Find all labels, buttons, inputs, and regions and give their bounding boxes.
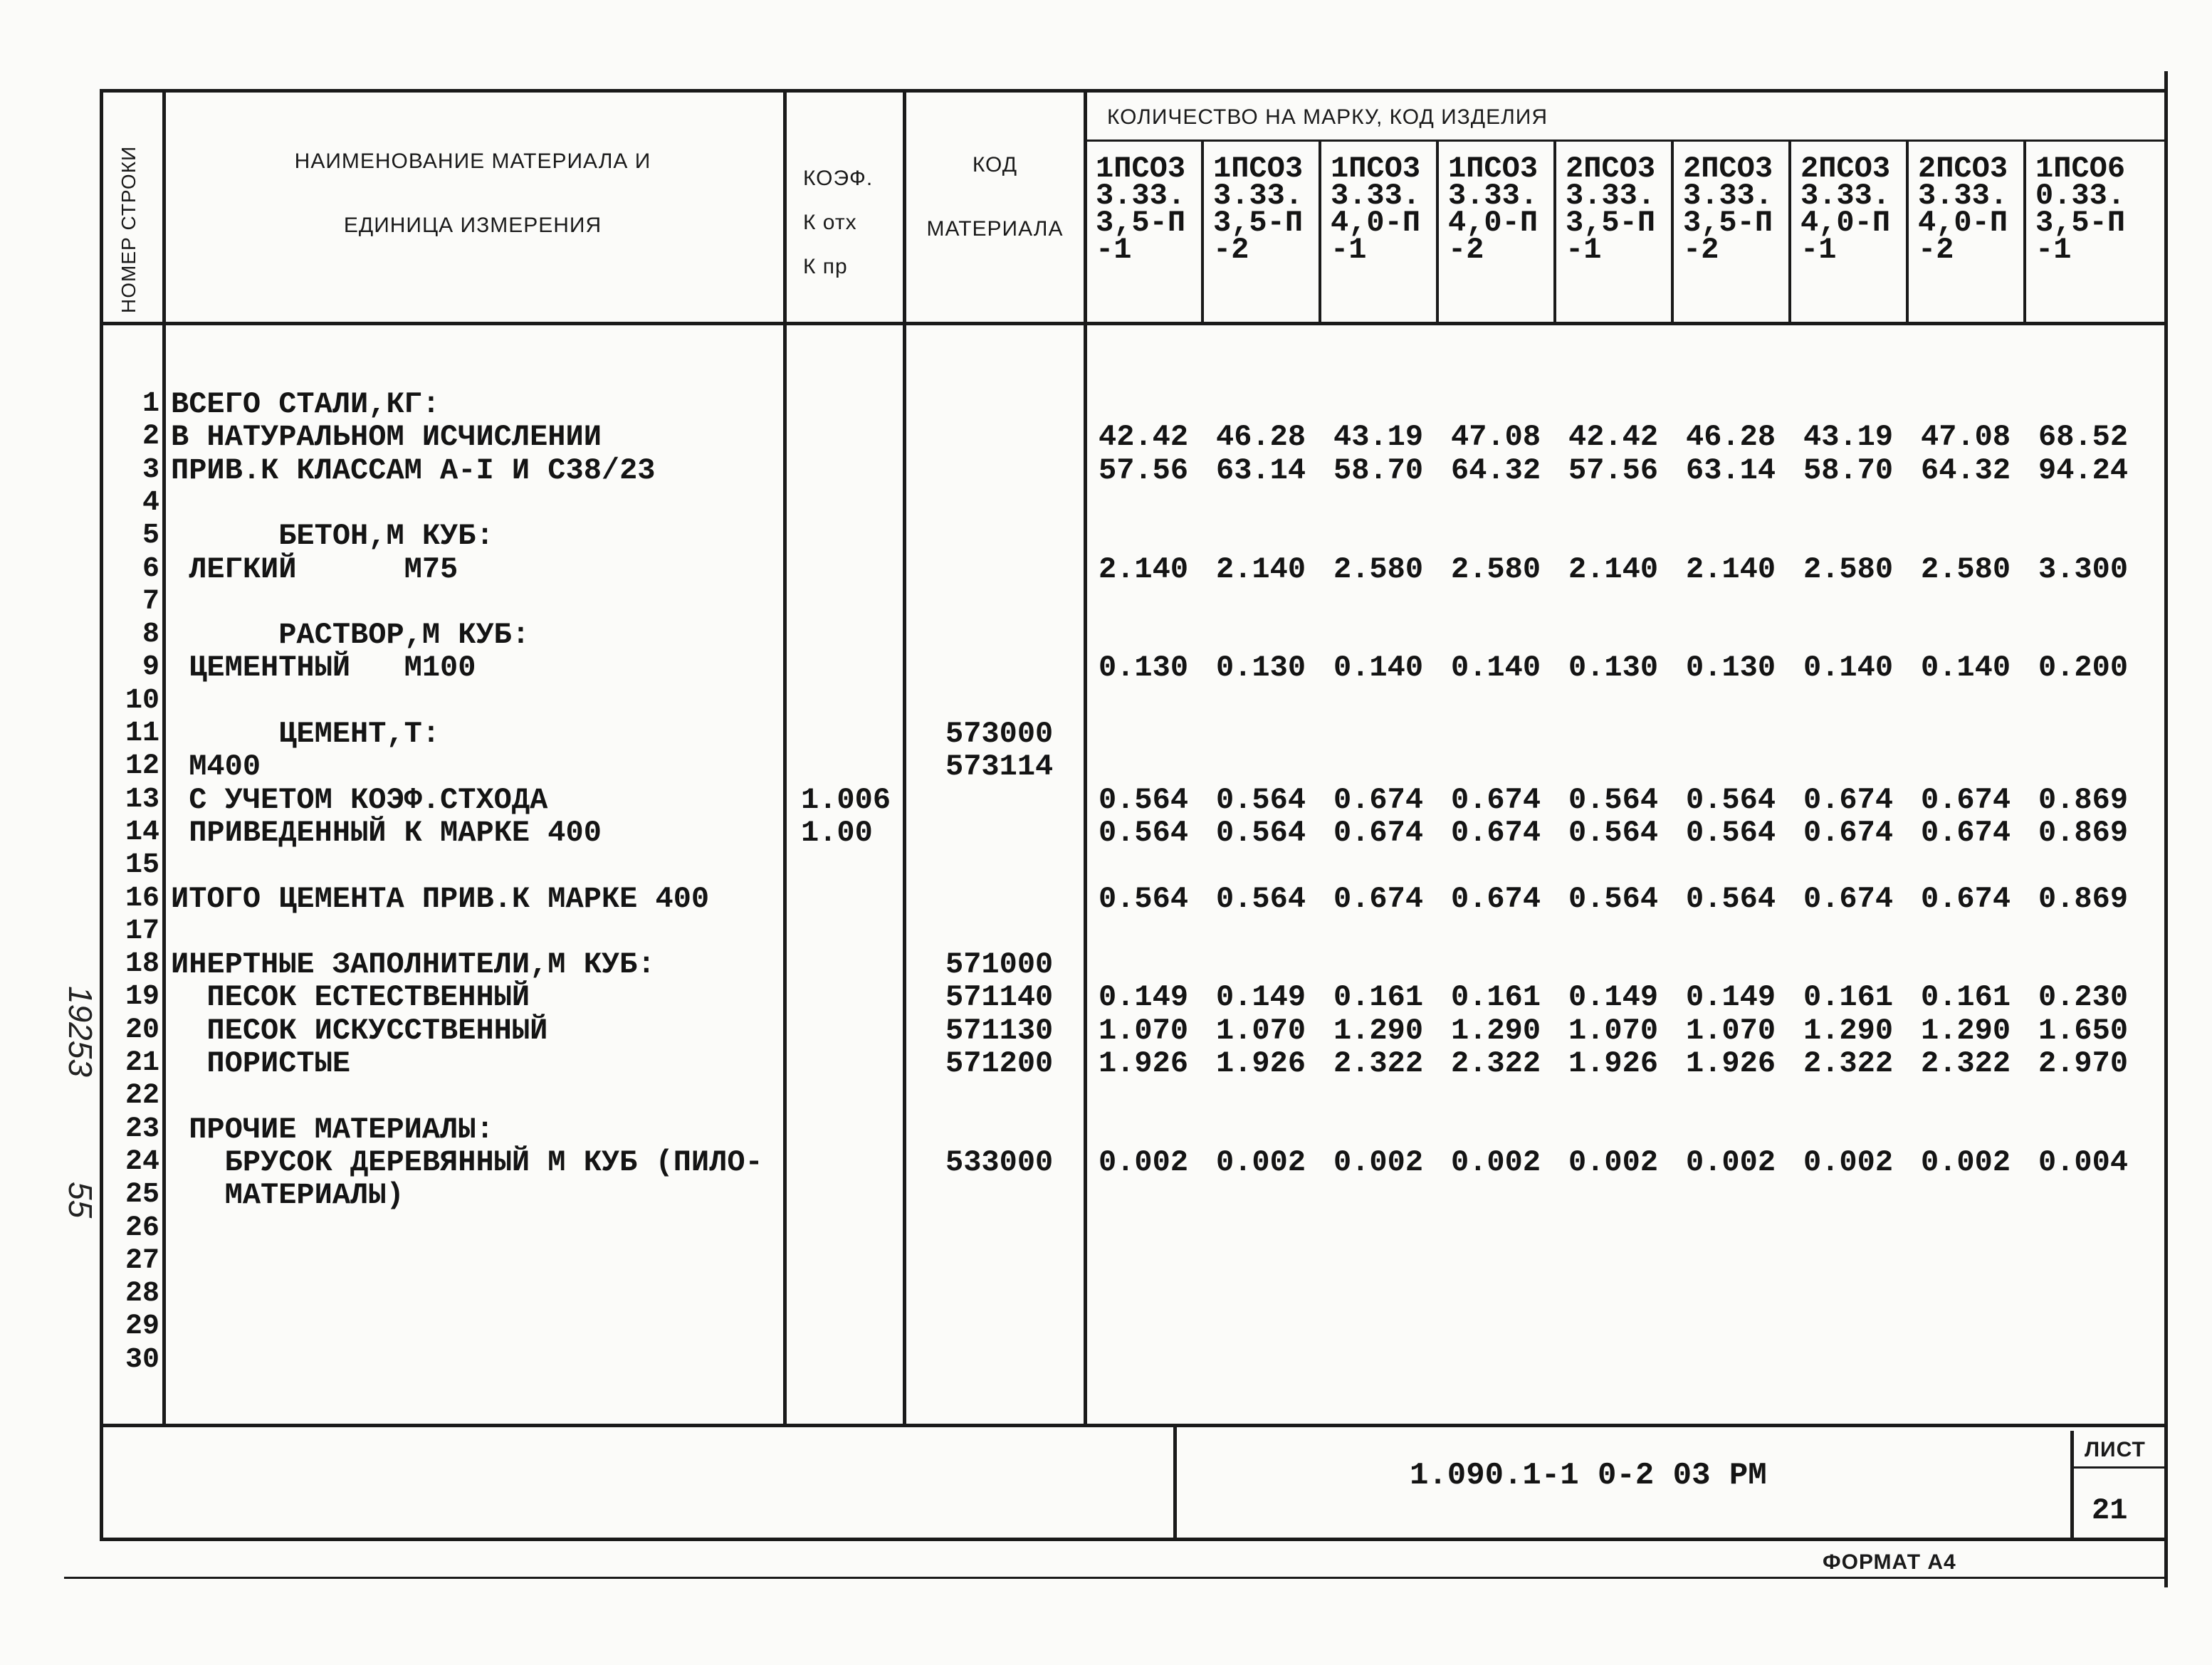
quantity-value: 0.002 xyxy=(1099,1145,1189,1180)
quantity-value: 1.070 xyxy=(1568,1013,1659,1048)
material-code: 571000 xyxy=(945,947,1054,982)
row-number: 29 xyxy=(125,1311,159,1343)
quantity-value: 0.002 xyxy=(1803,1145,1894,1180)
row-number: 21 xyxy=(125,1047,159,1079)
material-name: БЕТОН,М КУБ: xyxy=(171,519,494,554)
row-number: 25 xyxy=(125,1179,159,1212)
quantity-value: 0.002 xyxy=(1333,1145,1424,1180)
material-code: 533000 xyxy=(945,1145,1054,1180)
row-number: 23 xyxy=(125,1113,159,1145)
quantity-value: 64.32 xyxy=(1921,453,2011,488)
product-col-sep xyxy=(1553,141,1556,323)
quantity-value: 2.580 xyxy=(1921,552,2011,587)
product-code-line: 1ПСО3 xyxy=(1096,152,1186,186)
row-number: 30 xyxy=(125,1343,159,1376)
quantity-value: 2.140 xyxy=(1099,552,1189,587)
product-code-header xyxy=(1096,152,1186,267)
material-name: ВСЕГО СТАЛИ,КГ: xyxy=(171,387,441,421)
material-code: 573000 xyxy=(945,717,1054,751)
quantity-value: 0.564 xyxy=(1568,782,1659,817)
quantity-value: 1.070 xyxy=(1686,1013,1776,1048)
quantity-value: 0.149 xyxy=(1099,980,1189,1015)
quantity-value: 43.19 xyxy=(1333,420,1424,455)
material-name-header xyxy=(162,149,783,238)
row-number: 16 xyxy=(125,882,159,915)
quantity-value: 2.580 xyxy=(1803,552,1894,587)
product-code-line: 2ПСО3 xyxy=(1800,152,1891,186)
quantity-value: 2.970 xyxy=(2038,1046,2129,1081)
quantity-value: 0.564 xyxy=(1686,881,1776,916)
product-col-sep xyxy=(1436,141,1439,323)
material-name: ПРИВ.К КЛАССАМ А-I И С38/23 xyxy=(171,453,656,488)
material-name: МАТЕРИАЛЫ) xyxy=(171,1178,404,1213)
product-code-line: -1 xyxy=(1566,233,1602,267)
quantity-value: 0.564 xyxy=(1686,782,1776,817)
quantity-value: 2.140 xyxy=(1568,552,1659,587)
material-name: С УЧЕТОМ КОЭФ.СТХОДА xyxy=(171,782,548,817)
quantity-value: 64.32 xyxy=(1451,453,1541,488)
material-name: ЛЕГКИЙ М75 xyxy=(171,552,458,587)
quantity-value: 0.149 xyxy=(1686,980,1776,1015)
quantity-subheader-line xyxy=(1086,140,2168,142)
material-name-header-line1: НАИМЕНОВАНИЕ МАТЕРИАЛА И xyxy=(294,149,651,173)
sheet-box-left xyxy=(2070,1431,2074,1541)
quantity-value: 1.290 xyxy=(1803,1013,1894,1048)
quantity-value: 0.004 xyxy=(2038,1145,2129,1180)
row-number: 26 xyxy=(125,1212,159,1244)
product-code-line: 3.33. xyxy=(1213,179,1304,213)
product-code-line: 2ПСО3 xyxy=(1918,152,2008,186)
row-number: 1 xyxy=(142,388,159,420)
row-number-header: НОМЕР СТРОКИ xyxy=(117,145,140,313)
material-name: В НАТУРАЛЬНОМ ИСЧИСЛЕНИИ xyxy=(171,420,602,455)
quantity-value: 2.322 xyxy=(1451,1046,1541,1081)
quantity-value: 0.564 xyxy=(1686,815,1776,850)
product-code-line: 3,5-П xyxy=(1096,206,1186,240)
row-number: 8 xyxy=(142,619,159,651)
quantity-value: 68.52 xyxy=(2038,420,2129,455)
material-name: БРУСОК ДЕРЕВЯННЫЙ М КУБ (ПИЛО- xyxy=(171,1145,763,1180)
quantity-value: 0.674 xyxy=(1333,782,1424,817)
quantity-value: 1.290 xyxy=(1921,1013,2011,1048)
quantity-value: 2.140 xyxy=(1216,552,1306,587)
row-number: 18 xyxy=(125,948,159,981)
frame-bottom xyxy=(100,1538,2168,1541)
product-code-line: 3.33. xyxy=(1566,179,1656,213)
product-code-line: -1 xyxy=(1800,233,1837,267)
product-code-line: -2 xyxy=(1213,233,1249,267)
quantity-value: 0.869 xyxy=(2038,881,2129,916)
quantity-value: 0.564 xyxy=(1099,782,1189,817)
quantity-value: 0.674 xyxy=(1333,881,1424,916)
quantity-value: 46.28 xyxy=(1216,420,1306,455)
quantity-value: 0.674 xyxy=(1803,782,1894,817)
product-code-line: 2ПСО3 xyxy=(1683,152,1773,186)
material-name: ПОРИСТЫЕ xyxy=(171,1046,351,1081)
quantity-value: 0.674 xyxy=(1921,782,2011,817)
material-name: М400 xyxy=(171,750,261,784)
quantity-value: 0.130 xyxy=(1216,651,1306,686)
product-code-line: -1 xyxy=(1096,233,1132,267)
product-code-line: -2 xyxy=(1918,233,1954,267)
quantity-value: 42.42 xyxy=(1099,420,1189,455)
quantity-value: 63.14 xyxy=(1216,453,1306,488)
quantity-value: 0.564 xyxy=(1568,815,1659,850)
quantity-value: 0.140 xyxy=(1921,651,2011,686)
material-name: ПРИВЕДЕННЫЙ К МАРКЕ 400 xyxy=(171,815,602,850)
quantity-value: 2.140 xyxy=(1686,552,1776,587)
quantity-value: 2.580 xyxy=(1451,552,1541,587)
quantity-value: 57.56 xyxy=(1099,453,1189,488)
material-code: 571130 xyxy=(945,1013,1054,1048)
row-number: 7 xyxy=(142,585,159,618)
coef-header-line3: К пр xyxy=(803,255,848,278)
product-code-line: 4,0-П xyxy=(1331,206,1421,240)
product-col-sep xyxy=(1788,141,1791,323)
product-code-line: 1ПСО3 xyxy=(1331,152,1421,186)
page-bottom-rule xyxy=(64,1577,2168,1579)
row-number: 9 xyxy=(142,651,159,684)
quantity-value: 2.322 xyxy=(1333,1046,1424,1081)
col-sep-coef xyxy=(903,89,906,1426)
product-code-line: -1 xyxy=(2035,233,2072,267)
material-name-header-line2: ЕДИНИЦА ИЗМЕРЕНИЯ xyxy=(343,214,602,237)
row-number: 13 xyxy=(125,783,159,816)
product-code-line: 3,5-П xyxy=(1213,206,1304,240)
row-number: 27 xyxy=(125,1244,159,1277)
row-number: 4 xyxy=(142,486,159,519)
format-label: ФОРМАТ А4 xyxy=(1823,1550,1956,1574)
material-name: ИТОГО ЦЕМЕНТА ПРИВ.К МАРКЕ 400 xyxy=(171,881,710,916)
row-number: 15 xyxy=(125,849,159,882)
inventory-number-note: 19253 xyxy=(62,986,99,1077)
product-col-sep xyxy=(2023,141,2026,323)
quantity-value: 0.002 xyxy=(1686,1145,1776,1180)
frame-right xyxy=(2164,71,2168,1587)
product-code-line: 3.33. xyxy=(1683,179,1773,213)
quantity-value: 0.140 xyxy=(1333,651,1424,686)
row-number: 10 xyxy=(125,684,159,717)
quantity-value: 0.161 xyxy=(1333,980,1424,1015)
quantity-value: 0.002 xyxy=(1451,1145,1541,1180)
quantity-value: 2.580 xyxy=(1333,552,1424,587)
product-col-sep xyxy=(1201,141,1204,323)
material-name: ЦЕМЕНТНЫЙ М100 xyxy=(171,651,476,686)
quantity-value: 0.230 xyxy=(2038,980,2129,1015)
quantity-value: 1.926 xyxy=(1216,1046,1306,1081)
quantity-value: 0.130 xyxy=(1686,651,1776,686)
material-name: ПЕСОК ИСКУССТВЕННЫЙ xyxy=(171,1013,548,1048)
quantity-value: 0.674 xyxy=(1451,881,1541,916)
coefficient: 1.006 xyxy=(801,782,891,817)
product-code-line: 4,0-П xyxy=(1918,206,2008,240)
code-header-line2: МАТЕРИАЛА xyxy=(926,217,1064,241)
quantity-value: 63.14 xyxy=(1686,453,1776,488)
product-col-sep xyxy=(1906,141,1909,323)
coefficient: 1.00 xyxy=(801,815,873,850)
product-code-header xyxy=(1800,152,1891,267)
quantity-value: 1.926 xyxy=(1568,1046,1659,1081)
quantity-value: 0.149 xyxy=(1568,980,1659,1015)
product-code-header xyxy=(1448,152,1539,267)
quantity-value: 94.24 xyxy=(2038,453,2129,488)
code-header-line1: КОД xyxy=(972,153,1018,177)
quantity-value: 0.564 xyxy=(1216,815,1306,850)
material-code: 571140 xyxy=(945,980,1054,1015)
header-bottom-line xyxy=(100,322,2168,325)
product-code-line: -2 xyxy=(1683,233,1719,267)
quantity-value: 58.70 xyxy=(1803,453,1894,488)
quantity-value: 0.140 xyxy=(1803,651,1894,686)
coef-header-line2: К отх xyxy=(803,211,857,234)
quantity-value: 0.674 xyxy=(1921,815,2011,850)
quantity-header: КОЛИЧЕСТВО НА МАРКУ, КОД ИЗДЕЛИЯ xyxy=(1107,105,1548,129)
quantity-value: 0.674 xyxy=(1451,782,1541,817)
quantity-value: 0.674 xyxy=(1451,815,1541,850)
product-code-line: 3,5-П xyxy=(1566,206,1656,240)
material-code: 571200 xyxy=(945,1046,1054,1081)
row-number: 3 xyxy=(142,453,159,486)
quantity-value: 0.674 xyxy=(1921,881,2011,916)
row-number: 17 xyxy=(125,915,159,947)
row-number: 24 xyxy=(125,1145,159,1178)
product-code-line: 0.33. xyxy=(2035,179,2126,213)
quantity-value: 0.564 xyxy=(1099,881,1189,916)
quantity-value: 1.290 xyxy=(1333,1013,1424,1048)
product-code-line: 3,5-П xyxy=(2035,206,2126,240)
quantity-value: 2.322 xyxy=(1803,1046,1894,1081)
material-name: ЦЕМЕНТ,Т: xyxy=(171,717,441,751)
product-code-header xyxy=(1566,152,1656,267)
footer-divider xyxy=(1173,1424,1177,1541)
quantity-value: 0.674 xyxy=(1803,881,1894,916)
quantity-value: 47.08 xyxy=(1921,420,2011,455)
product-code-line: 3.33. xyxy=(1096,179,1186,213)
sheet-box-line xyxy=(2070,1466,2166,1469)
coef-header-line1: КОЭФ. xyxy=(803,167,874,190)
col-sep-name xyxy=(783,89,787,1426)
product-col-sep xyxy=(1671,141,1674,323)
product-code-line: 4,0-П xyxy=(1800,206,1891,240)
quantity-value: 1.926 xyxy=(1099,1046,1189,1081)
row-number: 6 xyxy=(142,552,159,585)
product-code-line: 3.33. xyxy=(1331,179,1421,213)
quantity-value: 0.564 xyxy=(1099,815,1189,850)
material-name: ПРОЧИЕ МАТЕРИАЛЫ: xyxy=(171,1112,494,1147)
product-code-line: 1ПСО3 xyxy=(1213,152,1304,186)
table-bottom-line xyxy=(100,1424,2168,1427)
row-number: 12 xyxy=(125,750,159,783)
quantity-value: 1.070 xyxy=(1216,1013,1306,1048)
quantity-value: 58.70 xyxy=(1333,453,1424,488)
quantity-value: 3.300 xyxy=(2038,552,2129,587)
sheet-label: ЛИСТ xyxy=(2085,1438,2146,1461)
quantity-value: 0.002 xyxy=(1921,1145,2011,1180)
product-code-header xyxy=(1331,152,1421,267)
quantity-value: 0.130 xyxy=(1099,651,1189,686)
col-sep-code xyxy=(1084,89,1087,1426)
quantity-value: 0.002 xyxy=(1216,1145,1306,1180)
product-code-line: 3.33. xyxy=(1918,179,2008,213)
product-code-line: 4,0-П xyxy=(1448,206,1539,240)
quantity-value: 0.200 xyxy=(2038,651,2129,686)
product-code-header xyxy=(1683,152,1773,267)
quantity-value: 47.08 xyxy=(1451,420,1541,455)
quantity-value: 0.564 xyxy=(1216,782,1306,817)
frame-top xyxy=(100,89,2168,93)
quantity-value: 0.161 xyxy=(1803,980,1894,1015)
material-name: РАСТВОР,М КУБ: xyxy=(171,618,530,653)
row-number: 20 xyxy=(125,1014,159,1046)
quantity-value: 0.140 xyxy=(1451,651,1541,686)
quantity-value: 0.564 xyxy=(1568,881,1659,916)
product-code-line: -1 xyxy=(1331,233,1367,267)
col-sep-rownum xyxy=(162,89,166,1426)
product-code-line: 3.33. xyxy=(1800,179,1891,213)
quantity-value: 0.130 xyxy=(1568,651,1659,686)
product-code-line: 3.33. xyxy=(1448,179,1539,213)
product-code-line: 2ПСО3 xyxy=(1566,152,1656,186)
sheet-number: 21 xyxy=(2092,1493,2128,1528)
product-code-header xyxy=(1213,152,1304,267)
product-code-header xyxy=(2035,152,2126,267)
quantity-value: 0.674 xyxy=(1333,815,1424,850)
quantity-value: 0.869 xyxy=(2038,815,2129,850)
quantity-value: 0.564 xyxy=(1216,881,1306,916)
quantity-value: 42.42 xyxy=(1568,420,1659,455)
quantity-value: 0.161 xyxy=(1921,980,2011,1015)
material-name: ПЕСОК ЕСТЕСТВЕННЫЙ xyxy=(171,980,530,1015)
product-code-header xyxy=(1918,152,2008,267)
quantity-value: 0.869 xyxy=(2038,782,2129,817)
quantity-value: 1.926 xyxy=(1686,1046,1776,1081)
row-number: 5 xyxy=(142,520,159,552)
quantity-value: 1.070 xyxy=(1099,1013,1189,1048)
material-name: ИНЕРТНЫЕ ЗАПОЛНИТЕЛИ,М КУБ: xyxy=(171,947,656,982)
product-col-sep xyxy=(1319,141,1321,323)
document-code: 1.090.1-1 0-2 03 РМ xyxy=(1410,1458,1767,1493)
product-code-line: 3,5-П xyxy=(1683,206,1773,240)
row-number: 28 xyxy=(125,1278,159,1311)
product-code-line: 1ПСО3 xyxy=(1448,152,1539,186)
coef-header xyxy=(803,157,873,289)
quantity-value: 2.322 xyxy=(1921,1046,2011,1081)
quantity-value: 0.161 xyxy=(1451,980,1541,1015)
material-code: 573114 xyxy=(945,750,1054,784)
quantity-value: 1.650 xyxy=(2038,1013,2129,1048)
code-header xyxy=(906,153,1084,241)
quantity-value: 46.28 xyxy=(1686,420,1776,455)
page-number-note: 55 xyxy=(62,1182,99,1219)
row-number: 22 xyxy=(125,1080,159,1113)
product-code-line: 1ПСО6 xyxy=(2035,152,2126,186)
quantity-value: 0.002 xyxy=(1568,1145,1659,1180)
quantity-value: 0.674 xyxy=(1803,815,1894,850)
row-number: 14 xyxy=(125,816,159,849)
row-number: 2 xyxy=(142,421,159,453)
quantity-value: 1.290 xyxy=(1451,1013,1541,1048)
product-code-line: -2 xyxy=(1448,233,1484,267)
row-number: 11 xyxy=(125,718,159,750)
quantity-value: 0.149 xyxy=(1216,980,1306,1015)
row-number: 19 xyxy=(125,981,159,1014)
quantity-value: 57.56 xyxy=(1568,453,1659,488)
quantity-value: 43.19 xyxy=(1803,420,1894,455)
